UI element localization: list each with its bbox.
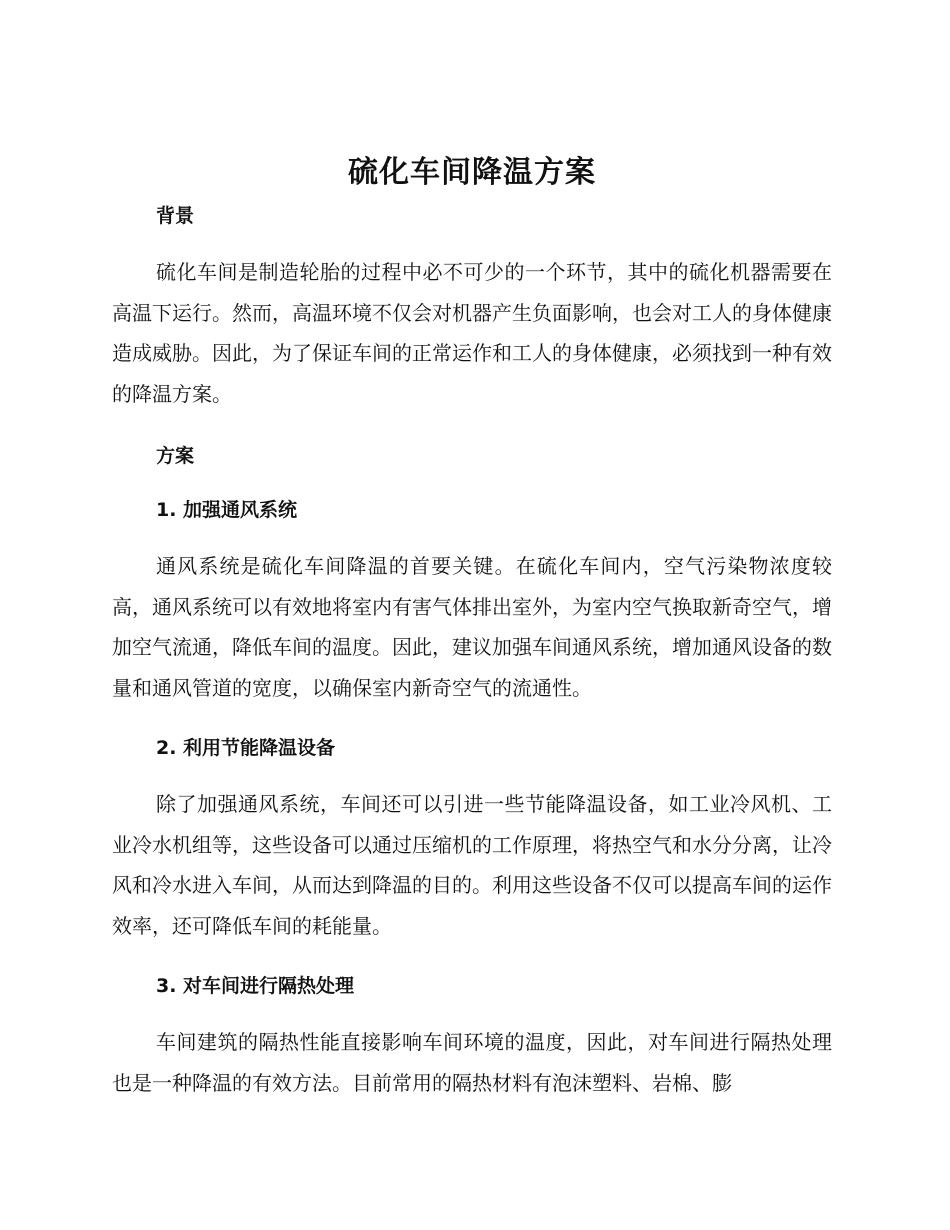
plan-heading: 方案: [156, 445, 195, 467]
background-heading: 背景: [156, 205, 195, 227]
section-heading-ventilation: 1. 加强通风系统: [156, 499, 298, 521]
section-paragraph-cooling-equipment: 除了加强通风系统，车间还可以引进一些节能降温设备，如工业冷风机、工业冷水机组等，这些设备可以通过压缩机的工作原理，将热空气和水分分离，让冷风和冷水进入车间，从而达到降温的目的。利用这些设备不仅可以提高车间的运作效率，还可降低车间的耗能量。: [112, 792, 832, 938]
document-title: 硫化车间降温方案: [348, 155, 596, 190]
section-paragraph-insulation: 车间建筑的隔热性能直接影响车间环境的温度，因此，对车间进行隔热处理也是一种降温的有效方法。目前常用的隔热材料有泡沫塑料、岩棉、膨: [112, 1030, 832, 1095]
background-paragraph: 硫化车间是制造轮胎的过程中必不可少的一个环节，其中的硫化机器需要在高温下运行。然而，高温环境不仅会对机器产生负面影响，也会对工人的身体健康造成威胁。因此，为了保证车间的正常运作和工人的身体健康，必须找到一种有效的降温方案。: [112, 260, 832, 406]
section-heading-insulation: 3. 对车间进行隔热处理: [156, 975, 355, 997]
section-heading-cooling-equipment: 2. 利用节能降温设备: [156, 737, 336, 759]
section-paragraph-ventilation: 通风系统是硫化车间降温的首要关键。在硫化车间内，空气污染物浓度较高，通风系统可以有效地将室内有害气体排出室外，为室内空气换取新奇空气，增加空气流通，降低车间的温度。因此，建议加强车间通风系统，增加通风设备的数量和通风管道的宽度，以确保室内新奇空气的流通性。: [112, 554, 832, 700]
document-page: [112, 150, 832, 1103]
